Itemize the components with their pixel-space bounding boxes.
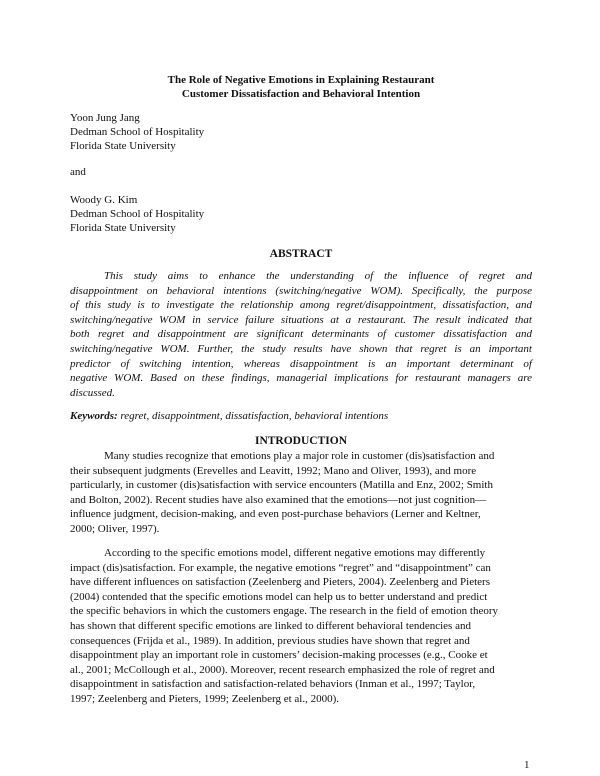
intro-paragraph-1 [70, 449, 532, 537]
paragraph-line: According to the specific emotions model, different negative emotions may differently [104, 547, 486, 559]
keywords-text: regret, disappointment, dissatisfaction, behavioral intentions [117, 410, 389, 422]
paragraph-line: impact (dis)satisfaction. For example, the negative emotions “regret” and “disappointment” can [70, 561, 491, 574]
paragraph-line: influence judgment, decision-making, and even post-purchase behaviors (Lerner and Keltner, [70, 508, 481, 521]
abstract-line: switching/negative WOM. Further, the study results have shown that regret is an important [70, 342, 532, 355]
paragraph-line: have different influences on satisfaction (Zeelenberg and Pieters, 2004). Zeelenberg and Pieters [70, 576, 490, 589]
abstract-body [70, 269, 532, 400]
keywords [70, 409, 388, 423]
and-text: and [70, 166, 86, 178]
paragraph-line: disappointment in satisfaction and satisfaction-related behaviors (Inman et al., 1997; Taylor, [70, 678, 476, 691]
paragraph-line: al., 2001; McCollough et al., 2000). Moreover, recent research emphasized the role of regret and [70, 663, 495, 676]
title-line-1: The Role of Negative Emotions in Explaining Restaurant [167, 74, 435, 86]
page-number: 1 [524, 759, 530, 771]
paragraph-line: has shown that different specific emotions are linked to different behavioral tendencies and [70, 619, 471, 632]
introduction-heading: INTRODUCTION [254, 435, 347, 447]
author-block-2 [70, 193, 204, 235]
abstract-line: This study aims to enhance the understanding of the influence of regret and [104, 270, 532, 282]
abstract-line: predictor of switching intention, whereas disappointment is an important determinant of [70, 357, 532, 370]
keywords-label: Keywords: [70, 410, 118, 422]
abstract-line: of this study is to investigate the relationship among regret/disappointment, dissatisfaction, and [70, 299, 532, 312]
author-university: Florida State University [70, 222, 176, 234]
paragraph-line: their subsequent judgments (Erevelles and Leavitt, 1992; Mano and Oliver, 1993), and more [70, 464, 477, 477]
paragraph-line: disappointment play an important role in customers’ decision-making processes (e.g., Cooke et [70, 649, 488, 662]
paragraph-line: particularly, in customer (dis)satisfaction with service encounters (Matilla and Enz, 2002; Smith [70, 479, 493, 492]
author-school: Dedman School of Hospitality [70, 208, 205, 220]
paragraph-line: the specific behaviors in which the customers engage. The research in the field of emotion theory [70, 605, 499, 618]
author-name: Yoon Jung Jang [70, 112, 140, 124]
and-separator [70, 165, 86, 179]
paragraph-line: (2004) contended that the specific emotions model can help us to better understand and predict [70, 590, 488, 603]
paragraph-line: 1997; Zeelenberg and Pieters, 1999; Zeelenberg et al., 2000). [70, 692, 340, 705]
paper-title [70, 73, 532, 101]
paragraph-line: Many studies recognize that emotions play a major role in customer (dis)satisfaction and [104, 450, 495, 462]
paragraph-line: 2000; Oliver, 1997). [70, 522, 160, 535]
abstract-line: both regret and disappointment are significant determinants of customer dissatisfaction and [70, 328, 532, 341]
abstract-heading: ABSTRACT [269, 248, 333, 260]
author-school: Dedman School of Hospitality [70, 126, 205, 138]
author-university: Florida State University [70, 140, 176, 152]
author-block-1 [70, 111, 204, 153]
abstract-line: disappointment on behavioral intentions (switching/negative WOM). Specifically, the purpose [70, 284, 532, 297]
intro-paragraph-2 [70, 546, 532, 707]
abstract-line: negative WOM. Based on these findings, managerial implications for restaurant managers are [70, 372, 532, 385]
abstract-line: discussed. [70, 386, 115, 399]
abstract-line: switching/negative WOM in service failure situations at a restaurant. The result indicated that [70, 313, 532, 326]
author-name: Woody G. Kim [70, 194, 138, 206]
paragraph-line: and Bolton, 2002). Recent studies have also examined that the emotions—not just cognition— [70, 493, 487, 506]
title-line-2: Customer Dissatisfaction and Behavioral Intention [181, 88, 421, 100]
paragraph-line: consequences (Frijda et al., 1989). In addition, previous studies have shown that regret and [70, 634, 470, 647]
